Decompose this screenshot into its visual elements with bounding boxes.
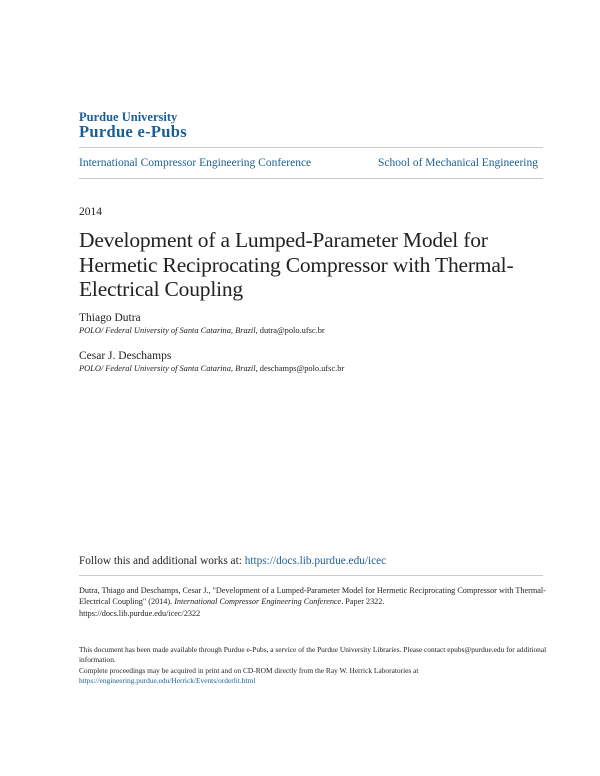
citation-text: Dutra, Thiago and Deschamps, Cesar J., "Development of a Lumped-Parameter Model for Hermetic Reciprocating Compressor with Thermal-Electrical Coupling" (2014). — [79, 586, 546, 607]
availability-suffix: for additional information. — [79, 645, 547, 665]
citation-paper-number: . Paper 2322. — [341, 597, 385, 607]
citation-divider — [79, 575, 543, 576]
follow-text: Follow this and additional works at: — [79, 555, 245, 567]
author-name: Thiago Dutra — [79, 312, 141, 324]
author-name: Cesar J. Deschamps — [79, 350, 172, 362]
follow-line — [79, 555, 386, 567]
availability-text: This document has been made available through Purdue e-Pubs, a service of the Purdue University Libraries. Please contact — [79, 645, 448, 654]
repository-name[interactable]: Purdue e-Pubs — [79, 122, 187, 141]
proceedings-link[interactable]: https://engineering.purdue.edu/Herrick/Events/orderlit.html — [79, 676, 256, 686]
top-divider — [79, 147, 543, 148]
follow-link[interactable]: https://docs.lib.purdue.edu/icec — [244, 555, 387, 567]
citation-venue: International Compressor Engineering Conference — [174, 597, 342, 607]
university-name[interactable]: Purdue University — [79, 110, 178, 124]
contact-email[interactable]: epubs@purdue.edu — [447, 645, 505, 654]
author-affiliation: POLO/ Federal University of Santa Catarina, Brazil, deschamps@polo.ufsc.br — [79, 364, 345, 373]
affiliation-text: POLO/ Federal University of Santa Catarina, Brazil — [79, 326, 256, 335]
proceedings-text: Complete proceedings may be acquired in print and on CD-ROM directly from the Ray W. Herrick Laboratories at — [79, 666, 419, 675]
proceedings-notice — [79, 666, 549, 686]
author-affiliation: POLO/ Federal University of Santa Catarina, Brazil, dutra@polo.ufsc.br — [79, 326, 325, 335]
collection-link-icec[interactable]: International Compressor Engineering Conference — [79, 157, 312, 169]
collections-divider — [79, 178, 543, 179]
citation-link[interactable]: https://docs.lib.purdue.edu/icec/2322 — [79, 608, 201, 618]
recommended-citation — [79, 585, 549, 619]
affiliation-text: POLO/ Federal University of Santa Catarina, Brazil — [79, 364, 256, 373]
author-email: dutra@polo.ufsc.br — [259, 326, 325, 335]
paper-title: Development of a Lumped-Parameter Model for Hermetic Reciprocating Compressor with Thermal-Electrical Coupling — [79, 228, 514, 301]
collection-link-mech-eng[interactable]: School of Mechanical Engineering — [378, 157, 538, 169]
publication-year: 2014 — [79, 206, 102, 218]
author-email: deschamps@polo.ufsc.br — [259, 364, 345, 373]
availability-notice — [79, 645, 549, 665]
